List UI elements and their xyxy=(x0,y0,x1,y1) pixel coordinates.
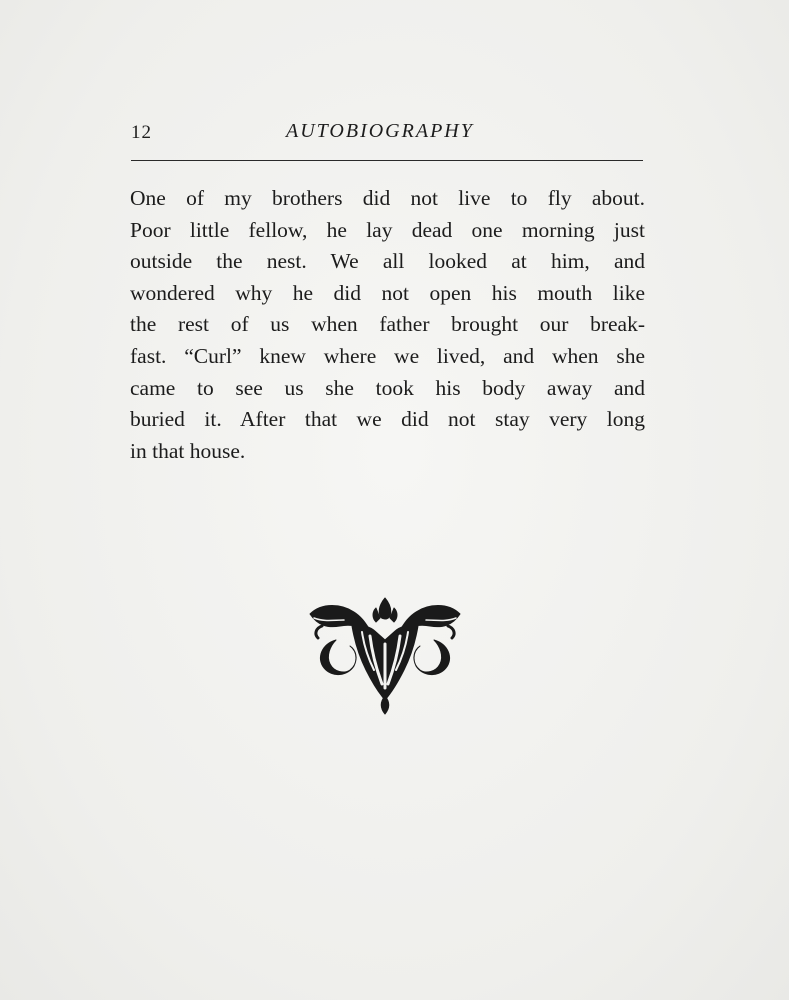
fleuron-ornament-icon xyxy=(300,596,470,716)
page-number: 12 xyxy=(131,122,152,143)
text-line: outside the nest. We all looked at him, and xyxy=(130,249,645,274)
text-line: came to see us she took his body away and xyxy=(130,375,645,400)
body-paragraph xyxy=(130,183,645,467)
page-header xyxy=(131,118,643,148)
text-line: the rest of us when father brought our break- xyxy=(130,312,645,337)
header-rule xyxy=(131,160,643,161)
text-line: One of my brothers did not live to fly about. xyxy=(130,186,645,210)
text-line: wondered why he did not open his mouth like xyxy=(130,280,645,305)
text-line: Poor little fellow, he lay dead one morning just xyxy=(130,217,645,242)
text-line: in that house. xyxy=(130,438,246,463)
running-head: AUTOBIOGRAPHY xyxy=(286,120,474,142)
text-line: buried it. After that we did not stay very long xyxy=(130,407,645,432)
text-line: fast. “Curl” knew where we lived, and when she xyxy=(130,343,645,368)
